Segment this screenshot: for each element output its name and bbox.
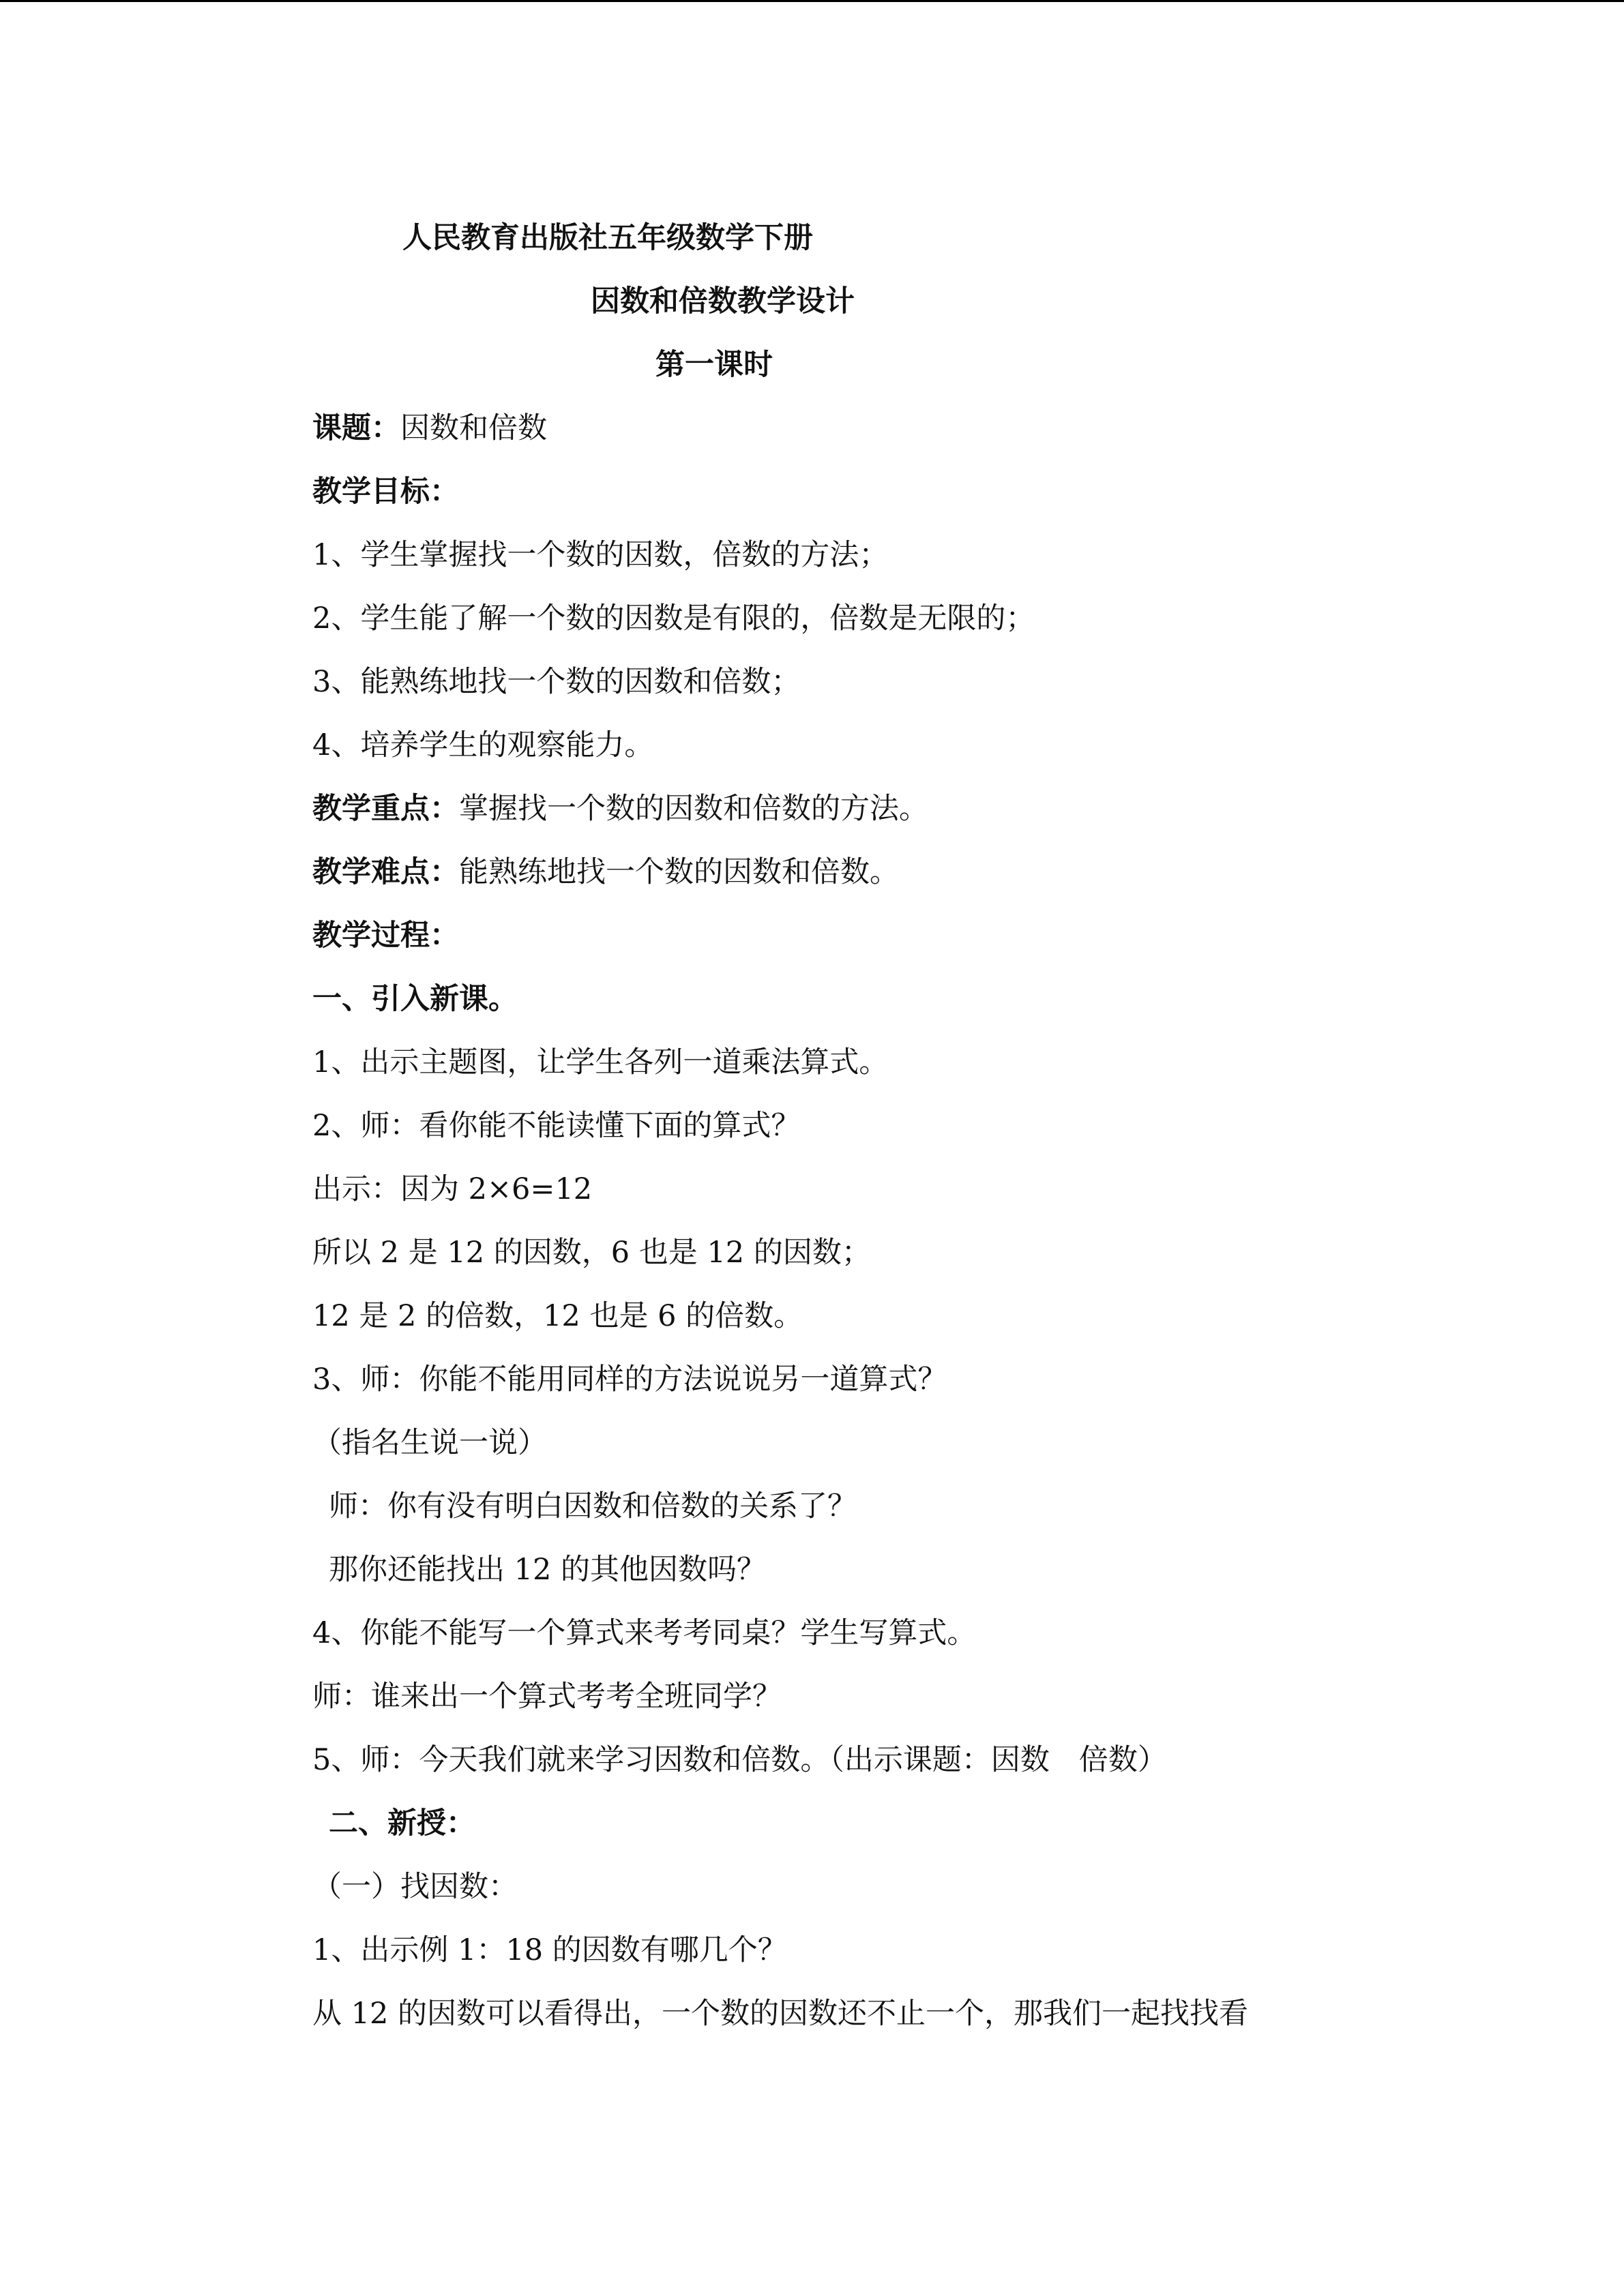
section-1-line: 4、你能不能写一个算式来考考同桌？学生写算式。 [312, 1616, 977, 1650]
difficulty-line [312, 841, 1472, 904]
section-2-line: 1、出示例 1：18 的因数有哪几个？ [312, 1933, 787, 1967]
section-1-line: 12 是 2 的倍数，12 也是 6 的倍数。 [312, 1299, 803, 1333]
section-1-heading: 一、引入新课。 [312, 982, 518, 1016]
section-1-line: 3、师：你能不能用同样的方法说说另一道算式？ [312, 1362, 947, 1397]
goal-item: 2、学生能了解一个数的因数是有限的，倍数是无限的； [312, 601, 1035, 636]
key-point-line [312, 777, 1472, 841]
section-1-line: 1、出示主题图，让学生各列一道乘法算式。 [312, 1045, 889, 1079]
top-border-rule [0, 0, 1624, 2]
process-heading: 教学过程： [312, 919, 459, 953]
section-1-line: 师：谁来出一个算式考考全班同学？ [312, 1680, 782, 1714]
key-point-label: 教学重点： [312, 792, 459, 826]
difficulty-value: 能熟练地找一个数的因数和倍数。 [459, 855, 899, 889]
section-1-line: 那你还能找出 12 的其他因数吗？ [329, 1553, 767, 1587]
section-2-line: 从 12 的因数可以看得出，一个数的因数还不止一个，那我们一起找找看 [312, 1997, 1249, 2031]
key-point-value: 掌握找一个数的因数和倍数的方法。 [459, 792, 928, 826]
goal-item: 1、学生掌握找一个数的因数，倍数的方法； [312, 538, 889, 572]
topic-line [312, 397, 1472, 460]
document-title: 人民教育出版社五年级数学下册 [402, 221, 813, 255]
lesson-period: 第一课时 [655, 348, 773, 382]
goal-item: 4、培养学生的观察能力。 [312, 728, 654, 762]
section-2-heading: 二、新授： [329, 1806, 475, 1840]
topic-value: 因数和倍数 [400, 411, 547, 445]
goals-heading: 教学目标： [312, 475, 459, 509]
section-1-line: （指名生说一说） [312, 1426, 547, 1460]
section-1-line: 所以 2 是 12 的因数，6 也是 12 的因数； [312, 1236, 871, 1270]
section-2-subheading: （一）找因数： [312, 1870, 518, 1904]
section-1-line: 2、师：看你能不能读懂下面的算式？ [312, 1109, 801, 1143]
section-1-line: 师：你有没有明白因数和倍数的关系了？ [329, 1489, 857, 1523]
document-subtitle: 因数和倍数教学设计 [591, 284, 855, 318]
section-1-line: 5、师：今天我们就来学习因数和倍数。（出示课题：因数 倍数） [312, 1743, 1167, 1777]
goal-item: 3、能熟练地找一个数的因数和倍数； [312, 665, 801, 699]
document-page [312, 207, 1472, 2046]
section-1-line: 出示：因为 2×6=12 [312, 1172, 593, 1206]
difficulty-label: 教学难点： [312, 855, 459, 889]
topic-label: 课题： [312, 411, 400, 445]
